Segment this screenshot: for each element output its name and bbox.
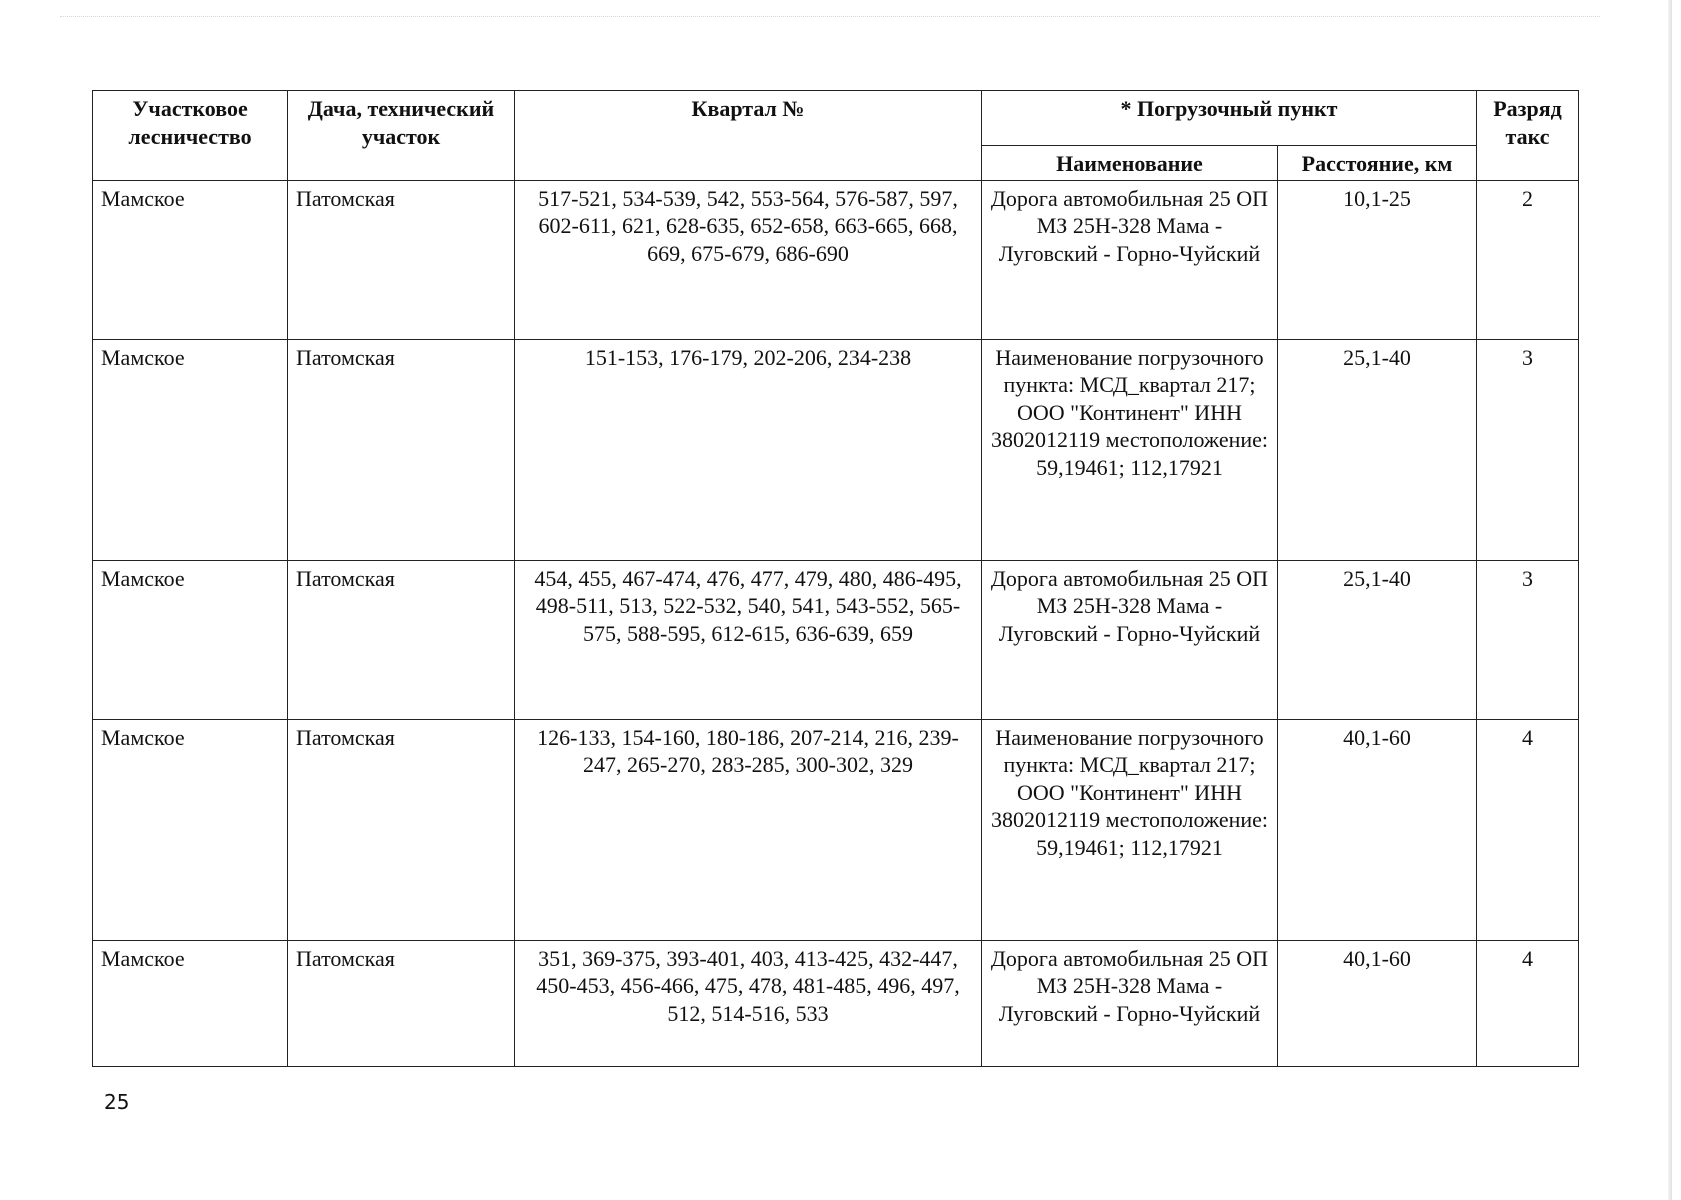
cell-rank: 4 [1477, 719, 1579, 940]
cell-rank: 3 [1477, 560, 1579, 719]
scan-right-edge [1668, 0, 1672, 1200]
cell-kvartal: 454, 455, 467-474, 476, 477, 479, 480, 486-495, 498-511, 513, 522-532, 540, 541, 543-552, 565-575, 588-595, 612-615, 636-639, 659 [515, 560, 982, 719]
loading-points-table [92, 90, 1579, 1067]
cell-kvartal: 151-153, 176-179, 202-206, 234-238 [515, 339, 982, 560]
cell-kvartal: 351, 369-375, 393-401, 403, 413-425, 432-447, 450-453, 456-466, 475, 478, 481-485, 496, 497, 512, 514-516, 533 [515, 940, 982, 1066]
cell-distance: 25,1-40 [1278, 339, 1477, 560]
header-distance: Расстояние, км [1278, 146, 1477, 181]
cell-kvartal: 126-133, 154-160, 180-186, 207-214, 216, 239-247, 265-270, 283-285, 300-302, 329 [515, 719, 982, 940]
cell-rank: 3 [1477, 339, 1579, 560]
table-row [93, 940, 1579, 1066]
header-name: Наименование [982, 146, 1278, 181]
cell-name: Наименование погрузочного пункта: МСД_квартал 217; ООО "Континент" ИНН 3802012119 местоположение: 59,19461; 112,17921 [982, 339, 1278, 560]
cell-distance: 40,1-60 [1278, 940, 1477, 1066]
cell-rank: 2 [1477, 180, 1579, 339]
cell-forestry: Мамское [93, 940, 288, 1066]
cell-rank: 4 [1477, 940, 1579, 1066]
table-row [93, 560, 1579, 719]
cell-dacha: Патомская [288, 719, 515, 940]
cell-dacha: Патомская [288, 940, 515, 1066]
header-kvartal: Квартал № [515, 91, 982, 181]
header-loading-point: * Погрузочный пункт [982, 91, 1477, 146]
cell-forestry: Мамское [93, 560, 288, 719]
cell-name: Дорога автомобильная 25 ОП МЗ 25Н-328 Мама - Луговский - Горно-Чуйский [982, 180, 1278, 339]
header-rank: Разряд такс [1477, 91, 1579, 181]
scan-top-edge [60, 16, 1600, 17]
header-dacha: Дача, технический участок [288, 91, 515, 181]
cell-dacha: Патомская [288, 560, 515, 719]
table-row [93, 719, 1579, 940]
cell-name: Дорога автомобильная 25 ОП МЗ 25Н-328 Мама - Луговский - Горно-Чуйский [982, 940, 1278, 1066]
cell-dacha: Патомская [288, 180, 515, 339]
cell-kvartal: 517-521, 534-539, 542, 553-564, 576-587, 597, 602-611, 621, 628-635, 652-658, 663-665, 668, 669, 675-679, 686-690 [515, 180, 982, 339]
cell-forestry: Мамское [93, 339, 288, 560]
cell-name: Наименование погрузочного пункта: МСД_квартал 217; ООО "Континент" ИНН 3802012119 местоположение: 59,19461; 112,17921 [982, 719, 1278, 940]
cell-forestry: Мамское [93, 180, 288, 339]
cell-distance: 25,1-40 [1278, 560, 1477, 719]
table-row [93, 180, 1579, 339]
cell-name: Дорога автомобильная 25 ОП МЗ 25Н-328 Мама - Луговский - Горно-Чуйский [982, 560, 1278, 719]
header-forestry: Участковое лесничество [93, 91, 288, 181]
cell-distance: 10,1-25 [1278, 180, 1477, 339]
table-header-row [93, 91, 1579, 146]
page-number: 25 [104, 1090, 130, 1114]
cell-dacha: Патомская [288, 339, 515, 560]
cell-forestry: Мамское [93, 719, 288, 940]
cell-distance: 40,1-60 [1278, 719, 1477, 940]
table-row [93, 339, 1579, 560]
